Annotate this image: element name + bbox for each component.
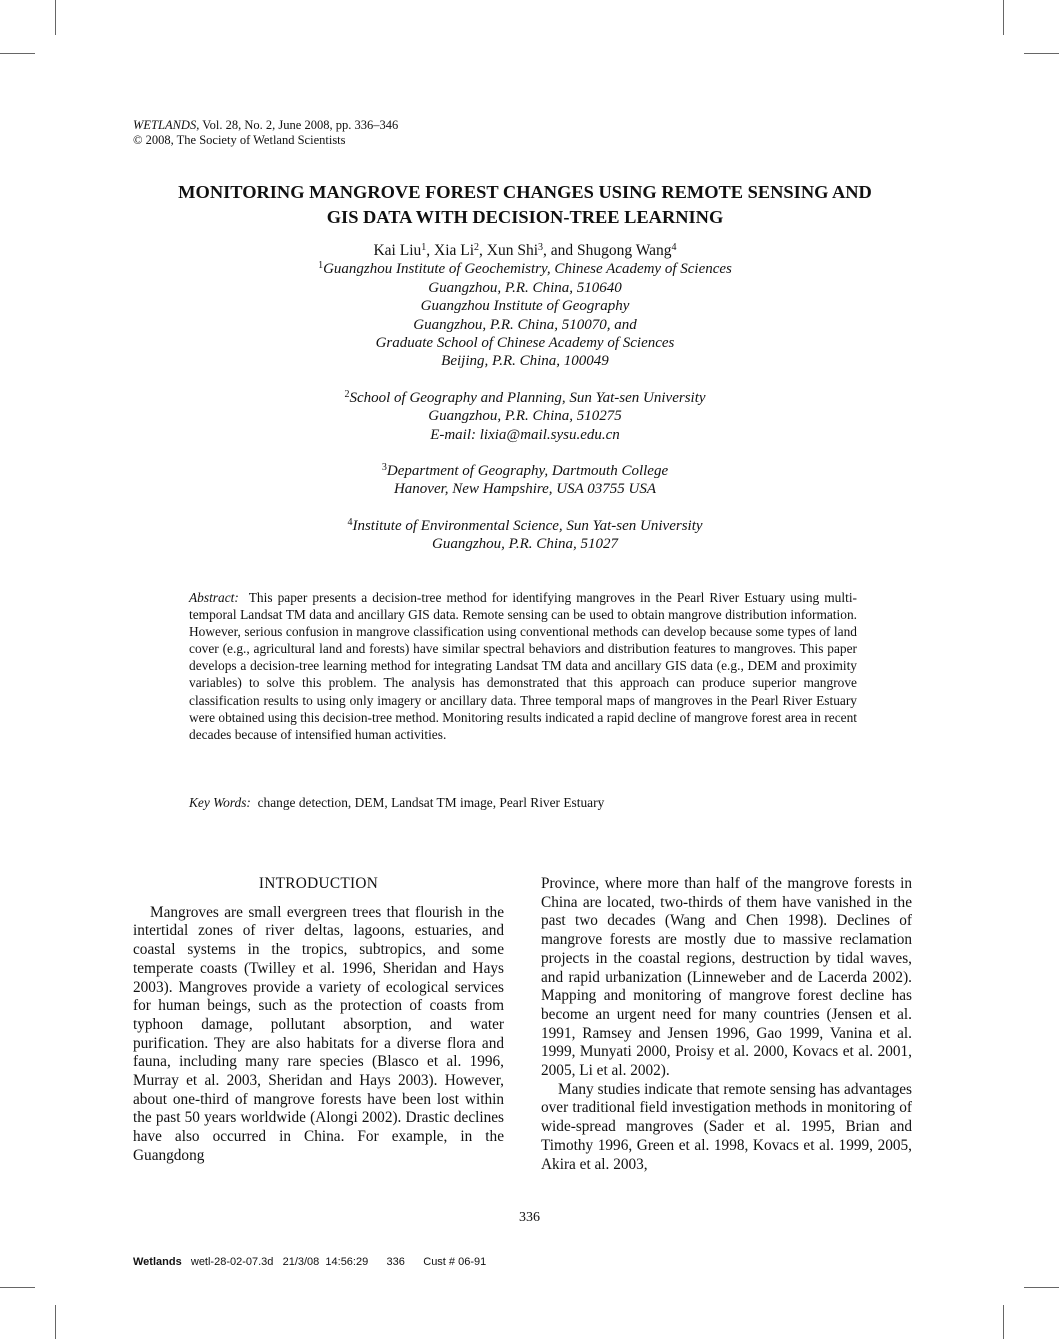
crop-mark [55,1305,56,1339]
affiliation-block [110,517,940,554]
affiliation-marker: 1 [318,260,324,272]
crop-mark [55,0,56,35]
affiliation-marker: 3 [381,462,387,474]
affiliation-text: Guangzhou, P.R. China, 510640 [428,279,622,296]
affiliation-line [110,535,940,553]
crop-mark [1024,53,1059,54]
affiliation-text: Institute of Environmental Science, Sun Yat-sen University [352,517,703,534]
authors-block [110,242,940,554]
affiliation-text: Guangzhou, P.R. China, 510275 [428,408,622,425]
copyright-line: © 2008, The Society of Wetland Scientists [133,133,346,147]
affiliation-text: Guangzhou, P.R. China, 510070, and [413,316,637,333]
author-separator: , [426,242,434,259]
affiliation-line [110,316,940,334]
journal-name: WETLANDS, [133,118,200,132]
author-separator: , [479,242,487,259]
affiliation-line [110,334,940,352]
affiliation-line [110,297,940,315]
body-paragraph: Mangroves are small evergreen trees that flourish in the intertidal zones of river deltas, lagoons, estuaries, and coastal systems in the tropics, subtropics, and some temperate coasts (Twilley et al. 1996, Sheridan and Hays 2003). Mangroves provide a variety of ecological services for human beings, such as the protection of coasts from typhoon damage, pollutant absorption, and water purification. They are also habitats for a diverse flora and fauna, including many rare species (Blasco et al. 1996, Murray et al. 2003, Sheridan and Hays 2003). However, about one-third of mangrove forests have been lost within the past 50 years worldwide (Alongi 2002). Drastic declines have also occurred in China. For example, in the Guangdong [133,903,504,1164]
abstract-text: This paper presents a decision-tree method for identifying mangroves in the Pearl River Estuary using multi-temporal Landsat TM data and ancillary GIS data. Remote sensing can be used to obtain mangrove distribution information. However, serious confusion in mangrove classification using conventional methods can develop because some types of land cover (e.g., agricultural land and forests) have similar spectral behaviors and distribution features to mangroves. This paper develops a decision-tree learning method for integrating Landsat TM data and ancillary GIS data (e.g., DEM and proximity variables) to solve this problem. The analysis has demonstrated that this approach can produce superior mangrove classification results to using only imagery or ancillary data. Three temporal maps of mangroves in the Pearl River Estuary were obtained using this decision-tree method. Monitoring results indicated a rapid decline of mangrove forest area in recent decades because of intensified human activities. [189,590,857,742]
production-footer [133,1256,486,1268]
affiliations [110,260,940,553]
left-column [133,875,504,1166]
footer-details: wetl-28-02-07.3d 21/3/08 14:56:29 336 Cust # 06-91 [181,1256,487,1268]
journal-details: Vol. 28, No. 2, June 2008, pp. 336–346 [202,118,399,132]
affiliation-line [110,352,940,370]
affiliation-text: Department of Geography, Dartmouth College [386,463,669,480]
author-list [110,242,940,260]
abstract [189,589,857,743]
author-affiliation-marker: 1 [421,242,427,253]
affiliation-text: Graduate School of Chinese Academy of Sciences [375,335,675,352]
footer-journal: Wetlands [133,1256,182,1268]
author-affiliation-marker: 3 [538,242,544,253]
title-line: GIS DATA WITH DECISION-TREE LEARNING [326,207,724,227]
affiliation-text: E-mail: lixia@mail.sysu.edu.cn [430,426,620,443]
affiliation-marker: 2 [344,388,350,400]
author-name: Kai Liu [373,242,422,259]
affiliation-line [110,389,940,407]
affiliation-line [110,426,940,444]
affiliation-marker: 4 [347,516,353,528]
author-name: Xia Li [434,242,475,259]
page-number: 336 [519,1210,540,1225]
affiliation-line [110,517,940,535]
body-paragraph: Many studies indicate that remote sensing has advantages over traditional field investigation methods in monitoring of wide-spread mangroves (Sader et al. 1995, Brian and Timothy 1996, Green et al. 1998, Kovacs et al. 1999, 2005, Akira et al. 2003, [541,1080,912,1173]
crop-mark [1003,1305,1004,1339]
crop-mark [0,1287,35,1288]
crop-mark [1024,1287,1059,1288]
right-column [541,875,912,1174]
keywords [189,794,857,811]
affiliation-line [110,279,940,297]
affiliation-text: Guangzhou, P.R. China, 51027 [432,536,618,553]
crop-mark [0,53,35,54]
title-line: MONITORING MANGROVE FOREST CHANGES USING REMOTE SENSING AND [178,182,872,202]
author-name: Xun Shi [486,242,539,259]
affiliation-line [110,462,940,480]
section-heading: INTRODUCTION [258,875,379,892]
crop-mark [1003,0,1004,35]
affiliation-block [110,389,940,444]
abstract-label: Abstract: [189,590,239,605]
body-paragraph: Province, where more than half of the mangrove forests in China are located, two-thirds of them have vanished in the past two decades (Wang and Chen 1998). Declines of mangrove forests are mostly due to massive reclamation projects in the coastal regions, destruction by tidal waves, and rapid urbanization (Linneweber and de Lacerda 2002). Mapping and monitoring of mangrove forest decline has become an urgent need for many countries (Jensen et al. 1991, Ramsey and Jensen 1996, Gao 1999, Vanina et al. 1999, Munyati 2000, Proisy et al. 2000, Kovacs et al. 2001, 2005, Li et al. 2002). [541,875,912,1080]
author-name: Shugong Wang [577,242,672,259]
affiliation-text: Guangzhou Institute of Geography [420,298,630,315]
journal-citation [133,118,398,133]
affiliation-text: Hanover, New Hampshire, USA 03755 USA [393,481,657,498]
affiliation-block [110,260,940,370]
affiliation-line [110,260,940,278]
affiliation-line [110,407,940,425]
affiliation-line [110,480,940,498]
author-affiliation-marker: 4 [671,242,677,253]
author-affiliation-marker: 2 [474,242,480,253]
keywords-text: change detection, DEM, Landsat TM image, Pearl River Estuary [257,795,605,810]
keywords-label: Key Words: [189,795,251,810]
author-separator: , and [543,242,578,259]
affiliation-block [110,462,940,499]
paper-title [110,180,940,230]
affiliation-text: School of Geography and Planning, Sun Yat-sen University [349,389,706,406]
affiliation-text: Beijing, P.R. China, 100049 [441,353,609,370]
affiliation-text: Guangzhou Institute of Geochemistry, Chinese Academy of Sciences [323,261,732,278]
